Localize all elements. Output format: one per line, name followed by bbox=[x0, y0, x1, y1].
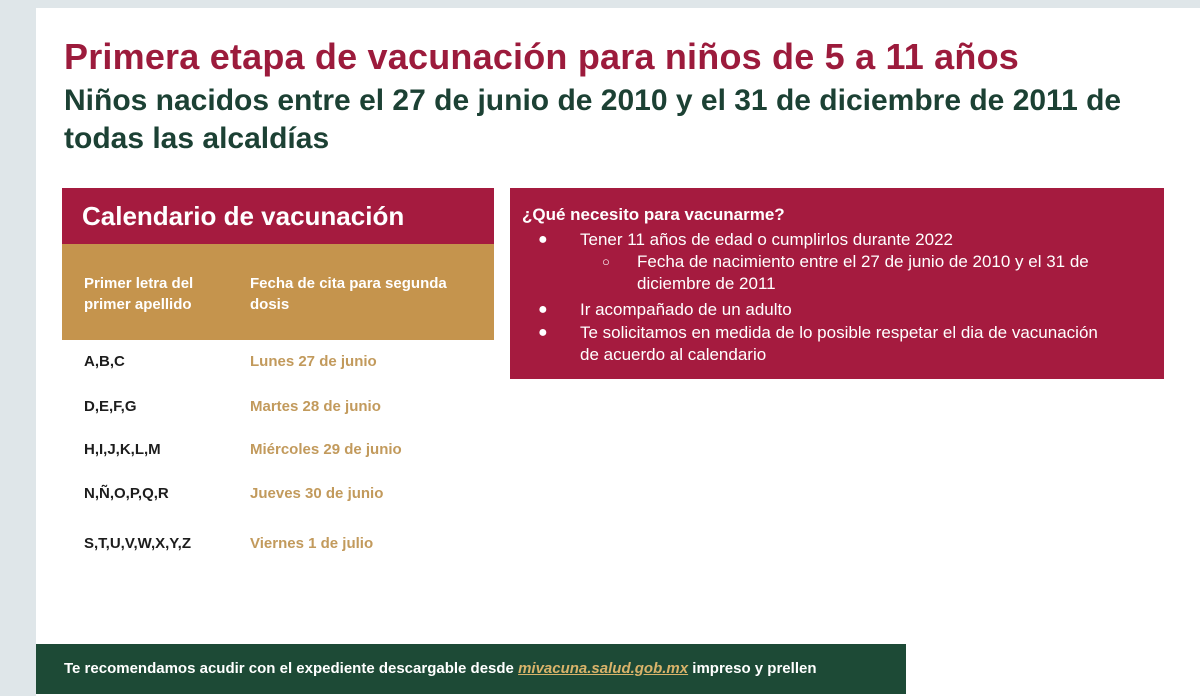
row-letters: D,E,F,G bbox=[84, 398, 137, 415]
calendar-header bbox=[62, 188, 494, 244]
table-row bbox=[62, 530, 494, 560]
footer-link[interactable]: mivacuna.salud.gob.mx bbox=[518, 660, 689, 677]
column-header-date: Fecha de cita para segunda dosis bbox=[250, 275, 447, 313]
footer-banner bbox=[36, 644, 906, 694]
bullet-icon: ● bbox=[538, 231, 548, 248]
row-date: Lunes 27 de junio bbox=[250, 353, 377, 370]
row-letters: S,T,U,V,W,X,Y,Z bbox=[84, 535, 191, 552]
footer-text-before: Te recomendamos acudir con el expediente descargable desde bbox=[64, 660, 519, 677]
table-row bbox=[62, 393, 494, 423]
requirements-question: ¿Qué necesito para vacunarme? bbox=[522, 205, 785, 224]
slide-subtitle: Niños nacidos entre el 27 de junio de 2010 y el 31 de diciembre de 2011 de todas las alcaldías bbox=[64, 84, 1122, 155]
sub-bullet-icon: ○ bbox=[602, 254, 610, 269]
row-date: Viernes 1 de julio bbox=[250, 535, 374, 552]
calendar-column-headers bbox=[62, 244, 494, 340]
row-letters: N,Ñ,O,P,Q,R bbox=[84, 485, 169, 502]
bullet-icon: ● bbox=[538, 301, 548, 318]
bullet-icon: ● bbox=[538, 324, 548, 341]
requirement-item-adult: Ir acompañado de un adulto bbox=[580, 300, 792, 319]
slide-title: Primera etapa de vacunación para niños de 5 a 11 años bbox=[64, 36, 1020, 77]
requirement-subitem-birthdate: Fecha de nacimiento entre el 27 de junio de 2010 y el 31 de diciembre de 2011 bbox=[637, 252, 1089, 293]
row-date: Miércoles 29 de junio bbox=[250, 441, 402, 458]
column-header-letters: Primer letra del primer apellido bbox=[84, 275, 194, 313]
row-letters: A,B,C bbox=[84, 353, 125, 370]
calendar-header-title: Calendario de vacunación bbox=[82, 201, 405, 231]
requirement-item-age: Tener 11 años de edad o cumplirlos durante 2022 bbox=[580, 230, 953, 249]
row-date: Jueves 30 de junio bbox=[250, 485, 384, 502]
requirements-box bbox=[510, 188, 1164, 379]
table-row bbox=[62, 348, 494, 378]
row-letters: H,I,J,K,L,M bbox=[84, 441, 161, 458]
footer-text bbox=[64, 660, 817, 677]
row-date: Martes 28 de junio bbox=[250, 398, 381, 415]
slide bbox=[36, 8, 1200, 696]
footer-text-after: impreso y prellen bbox=[688, 660, 817, 677]
table-row bbox=[62, 436, 494, 466]
table-row bbox=[62, 480, 494, 510]
requirement-item-calendar: Te solicitamos en medida de lo posible respetar el dia de vacunación de acuerdo al calendario bbox=[580, 323, 1098, 364]
